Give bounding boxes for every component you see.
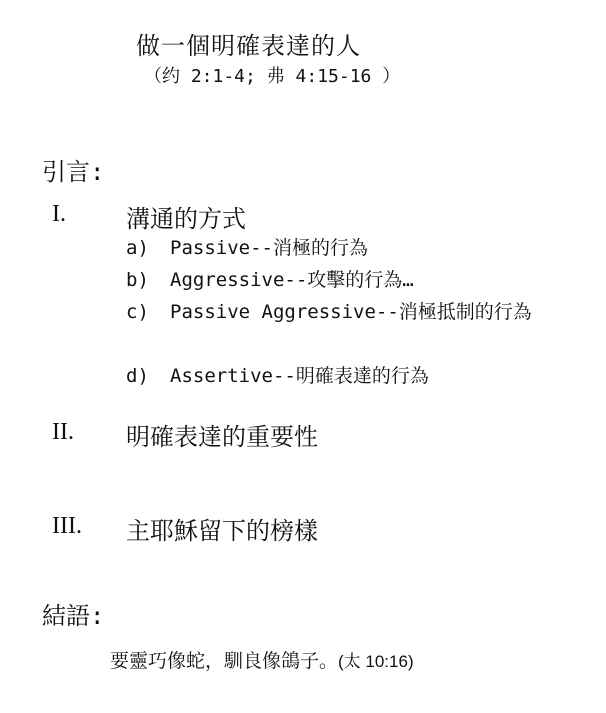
section-3-heading: 主耶穌留下的榜樣	[126, 517, 318, 545]
list-item-letter: d)	[126, 365, 149, 387]
scripture-reference: （约 2:1-4; 弗 4:15-16 ）	[144, 66, 401, 87]
list-item-text: Assertive--明確表達的行為	[170, 365, 429, 387]
section-1-numeral: I.	[52, 201, 66, 227]
closing-verse	[110, 646, 414, 673]
section-1-heading: 溝通的方式	[126, 205, 246, 233]
list-item-text: Passive--消極的行為	[170, 237, 368, 259]
list-item-letter: c)	[126, 301, 149, 323]
list-item-b	[126, 264, 566, 296]
section-3-numeral: III.	[52, 513, 82, 539]
section-2-heading: 明確表達的重要性	[126, 423, 318, 451]
conclusion-label: 結語:	[42, 602, 105, 630]
closing-verse-reference: (太 10:16)	[338, 652, 414, 671]
list-item-letter: b)	[126, 269, 149, 291]
outline-title: 做一個明確表達的人	[136, 32, 361, 60]
section-2-numeral: II.	[52, 419, 74, 445]
list-item-letter: a)	[126, 237, 149, 259]
intro-label: 引言:	[42, 158, 105, 186]
closing-verse-text: 要靈巧像蛇，馴良像鴿子。	[110, 650, 339, 672]
list-item-d	[126, 360, 566, 392]
list-item-text: Aggressive--攻擊的行為…	[170, 269, 414, 291]
list-item-a	[126, 232, 566, 264]
list-item-c	[126, 296, 566, 328]
list-item-text: Passive Aggressive--消極抵制的行為	[170, 301, 532, 323]
